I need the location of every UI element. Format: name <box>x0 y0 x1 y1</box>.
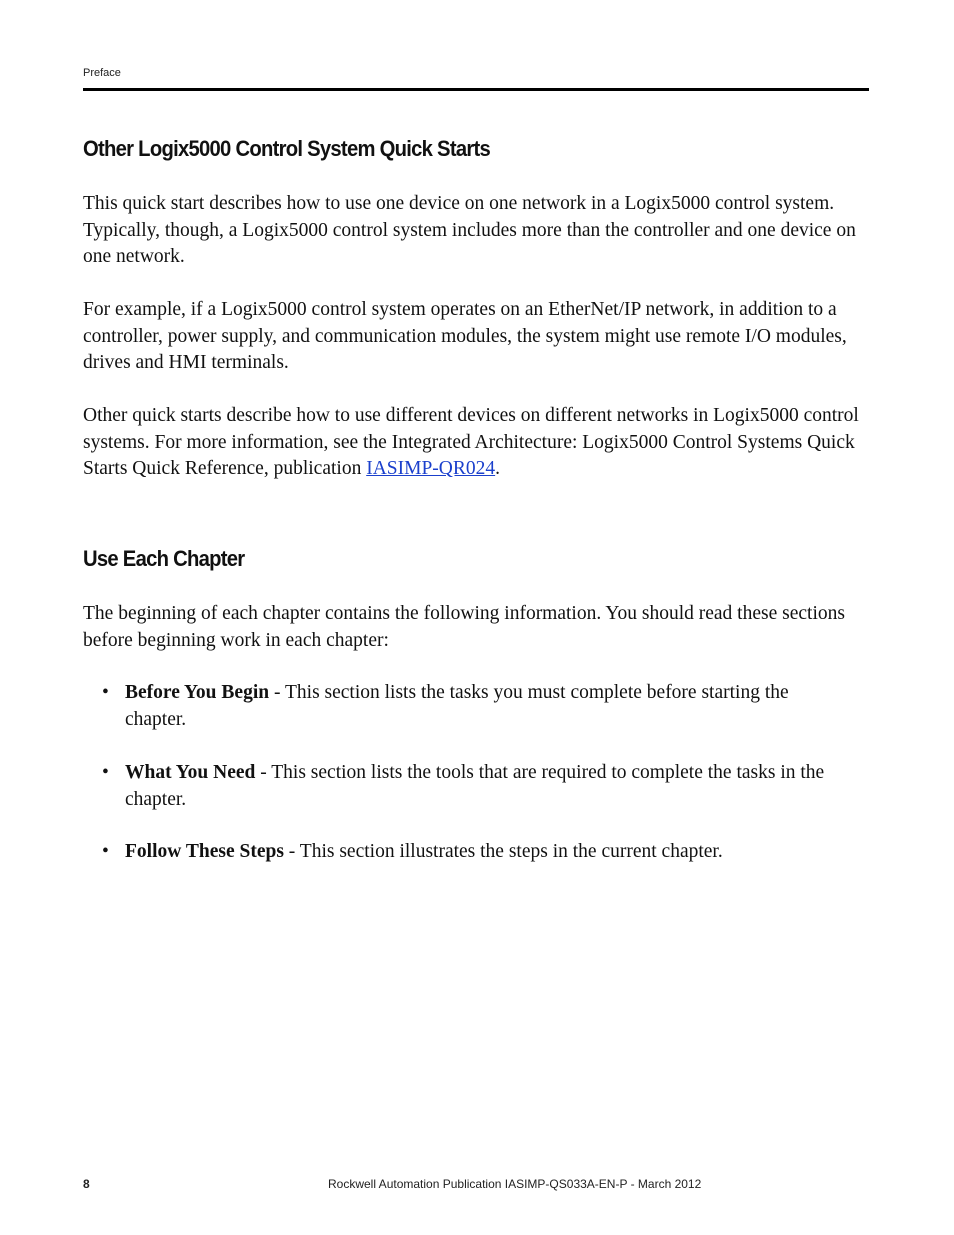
list-item <box>102 760 825 813</box>
list-item-text: - This section lists the tools that are required to complete the tasks in the chapter. <box>125 762 825 810</box>
paragraph-ethernet-example: For example, if a Logix5000 control system operates on an EtherNet/IP network, in addition to a controller, power supply, and communication modules, the system might use remote I/O modules, drives and HMI terminals. <box>83 299 847 373</box>
paragraph-period: . <box>495 458 501 479</box>
list-item-term: Before You Begin <box>125 682 270 703</box>
list-item <box>102 680 825 733</box>
bullet-icon: • <box>102 841 109 862</box>
paragraph-other-quick-starts <box>83 403 873 483</box>
paragraph-chapter-intro: The beginning of each chapter contains the following information. You should read these sections before beginning work in each chapter: <box>83 603 845 651</box>
list-item-text: - This section illustrates the steps in the current chapter. <box>283 841 723 862</box>
publication-link[interactable]: IASIMP-QR024 <box>366 458 496 479</box>
running-header-label: Preface <box>83 67 121 79</box>
list-item-text: - This section lists the tasks you must complete before starting the chapter. <box>125 682 789 730</box>
paragraph-text: Other quick starts describe how to use different devices on different networks in Logix5000 control systems. For more information, see the Integrated Architecture: Logix5000 Control Systems Quick Starts Quick Reference, publication <box>83 405 859 479</box>
list-item-term: Follow These Steps <box>125 841 284 862</box>
paragraph-quick-start-intro: This quick start describes how to use one device on one network in a Logix5000 control system. Typically, though, a Logix5000 control system includes more than the controller and one device on one network. <box>83 193 856 267</box>
publication-footer: Rockwell Automation Publication IASIMP-QS033A-EN-P - March 2012 <box>328 1177 702 1191</box>
list-item <box>102 839 825 866</box>
bullet-icon: • <box>102 762 109 783</box>
section-heading-use-each-chapter: Use Each Chapter <box>83 546 245 571</box>
page-number: 8 <box>83 1177 90 1191</box>
header-rule <box>83 88 869 91</box>
section-heading-quick-starts: Other Logix5000 Control System Quick Starts <box>83 136 491 161</box>
list-item-term: What You Need <box>125 762 256 783</box>
bullet-icon: • <box>102 682 109 703</box>
